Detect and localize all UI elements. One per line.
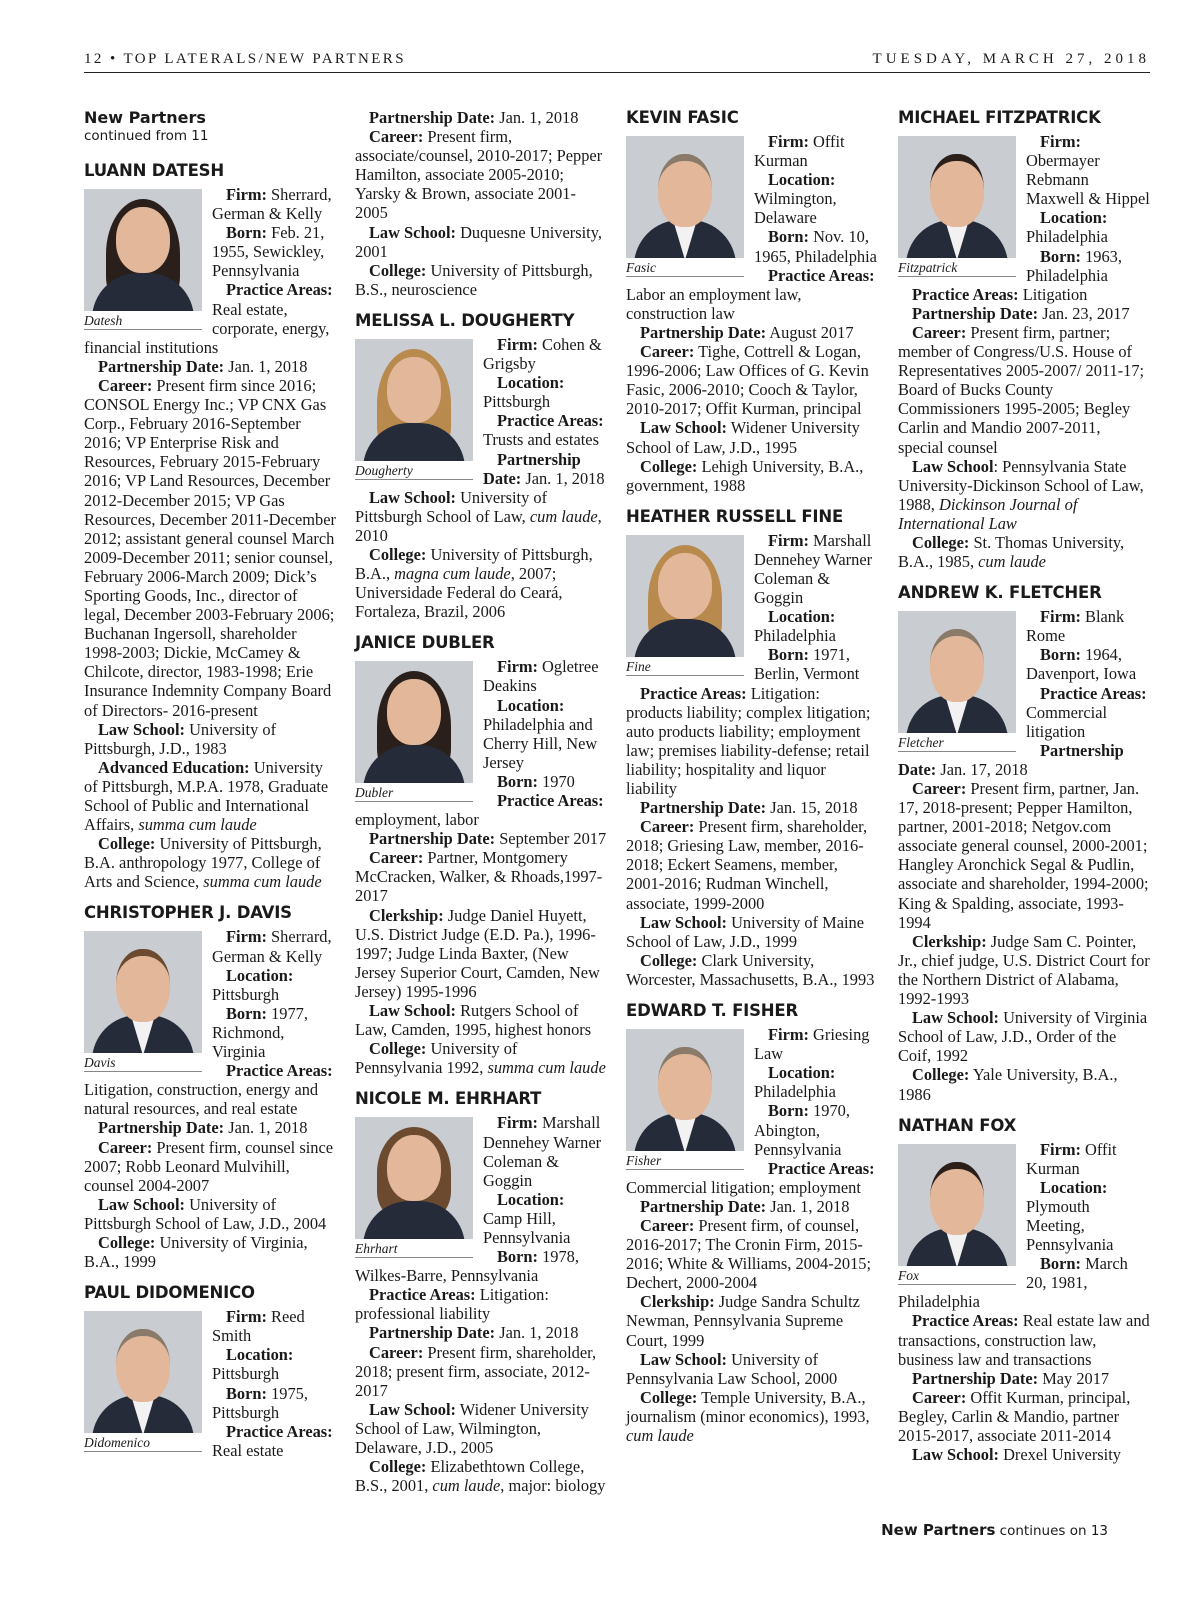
portrait-image [355,1117,473,1239]
photo-caption: Fisher [626,1151,744,1170]
practice-field: Practice Areas: Labor an employment law, construction law [626,265,875,323]
head-shape [116,1329,170,1402]
born-field: Born: 1971, Berlin, Vermont [754,645,860,684]
location-field: Location: Pittsburgh [212,965,294,1004]
career-field: Career: Present firm since 2016; CONSOL Energy Inc.; VP CNX Gas Corp., February 2016-September 2016; VP Enterprise Risk and Resources, February 2015-February 2016; VP Land Resources, December 2012-December 2015; VP Gas Resources, December 2011-December 2012; assistant general counsel March 2009-December 2011; senior counsel, February 2006-March 2009; Dick’s Sporting Goods, Inc., director of legal, December 2003-February 2006; Buchanan Ingersoll, shareholder 1998-2003; Dickie, McCamey & Chilcote, director, 1983-1998; Erie Insurance Indemnity Company Board of Directors- 2016-present [84,375,336,720]
photo-caption: Ehrhart [355,1239,473,1258]
career-field: Career: Tighe, Cottrell & Logan, 1996-2006; Law Offices of G. Kevin Fasic, 2006-2010; Cooch & Taylor, 2010-2017; Offit Kurman, principal [626,342,869,419]
law-school-field: Law School: University of Pittsburgh School of Law, cum laude, 2010 [355,487,602,545]
college-field: College: Elizabethtown College, B.S., 2001, cum laude, major: biology [355,1457,606,1496]
location-field: Location: Philadelphia and Cherry Hill, New Jersey [483,695,598,772]
partner-entry-dougherty [355,311,607,621]
head-shape [387,357,441,423]
partner-name: PAUL DIDOMENICO [84,1283,255,1303]
practice-field: Practice Areas: Real estate [212,1421,333,1460]
photo-caption: Fine [626,657,744,676]
portrait-image [898,136,1016,258]
practice-field: Practice Areas: Real estate law and transactions, construction law, business law and transactions [898,1311,1150,1369]
practice-field: Practice Areas: Litigation [912,284,1088,304]
column-4 [898,108,1150,1476]
career-field: Career: Partner, Montgomery McCracken, Walker, & Rhoads,1997-2017 [355,848,603,906]
clerkship-field: Clerkship: Judge Daniel Huyett, U.S. District Judge (E.D. Pa.), 1996-1997; Judge Linda Baxter, (New Jersey Superior Court, Camden, New Jersey) 1995-1996 [355,905,600,1001]
practice-field: Practice Areas: Litigation: professional liability [355,1285,549,1324]
partner-photo [84,1311,202,1452]
college-field: College: Lehigh University, B.A., government, 1988 [626,456,864,495]
partner-entry-didomenico-continued [355,108,607,299]
college-field: College: Temple University, B.A., journalism (minor economics), 1993, cum laude [626,1387,870,1445]
photo-caption: Fitzpatrick [898,258,1016,277]
header-date: TUESDAY, MARCH 27, 2018 [872,51,1150,67]
head-shape [930,1162,984,1235]
college-field: College: University of Pittsburgh, B.A., magna cum laude, 2007; Universidade Federal do Ceará, Fortaleza, Brazil, 2006 [355,544,593,622]
practice-field: Practice Areas: employment, labor [355,791,604,830]
photo-caption: Dubler [355,783,473,802]
law-school-field: Law School: Rutgers School of Law, Camden, 1995, highest honors [355,1001,592,1040]
partnership-date-field: Partnership Date: Jan. 17, 2018 [898,740,1124,779]
career-field: Career: Present firm, partner; member of Congress/U.S. House of Representatives 2005-2007/ 2011-17; Board of Bucks County Commissioners 1995-2005; Begley Carlin and Mandio 2007-2011, special counsel [898,322,1145,457]
firm-field: Firm: Reed Smith [212,1307,305,1346]
law-school-field: Law School: University of Maine School of Law, J.D., 1999 [626,912,864,951]
partner-entry-davis [84,903,336,1271]
continued-from-note: continued from 11 [84,128,209,144]
photo-caption: Didomenico [84,1433,202,1452]
law-school-field: Law School: Widener University School of Law, Wilmington, Delaware, J.D., 2005 [355,1399,589,1457]
law-school-field: Law School: Widener University School of Law, J.D., 1995 [626,418,860,457]
photo-caption: Fasic [626,258,744,277]
partner-name: KEVIN FASIC [626,108,739,127]
location-field: Location: Plymouth Meeting, Pennsylvania [1026,1177,1114,1255]
law-school-field: Law School: Drexel University [912,1445,1121,1465]
torso-shape [363,1201,465,1239]
photo-caption: Davis [84,1053,202,1072]
career-field: Career: Offit Kurman, principal, Begley, Carlin & Mandio, partner 2015-2017, associate 2011-2014 [898,1387,1131,1445]
head-shape [387,679,441,745]
firm-field: Firm: Sherrard, German & Kelly [212,185,332,224]
career-field: Career: Present firm, associate/counsel, 2010-2017; Pepper Hamilton, associate 2005-2010; Yarsky & Brown, associate 2001-2005 [355,127,603,223]
clerkship-field: Clerkship: Judge Sam C. Pointer, Jr., chief judge, U.S. District Court for the Northern District of Alabama, 1992-1993 [898,931,1150,1009]
career-field: Career: Present firm, of counsel, 2016-2017; The Cronin Firm, 2015-2016; White & Williams, 2004-2015; Dechert, 2000-2004 [626,1215,872,1293]
head-shape [116,949,170,1022]
partner-entry-didomenico [84,1283,336,1460]
partner-photo [898,611,1016,752]
portrait-image [84,931,202,1053]
born-field: Born: 1964, Davenport, Iowa [1026,645,1137,684]
born-field: Born: Feb. 21, 1955, Sewickley, Pennsylvania [212,223,325,281]
firm-field: Firm: Marshall Dennehey Warner Coleman & Goggin [754,530,873,608]
partner-photo [898,136,1016,277]
partner-entry-fletcher [898,583,1150,1103]
column-2 [355,108,607,1507]
partner-photo [355,661,473,802]
partnership-date-field: Partnership Date: August 2017 [640,322,854,342]
law-school-field: Law School: Duquesne University, 2001 [355,222,602,261]
partner-photo [626,136,744,277]
partnership-date-field: Partnership Date: Jan. 1, 2018 [98,1118,308,1138]
law-school-field: Law School: University of Pennsylvania Law School, 2000 [626,1349,838,1388]
location-field: Location: Pittsburgh [212,1345,294,1384]
partnership-date-field: Partnership Date: May 2017 [912,1368,1110,1388]
college-field: College: University of Pennsylvania 1992, summa cum laude [355,1039,606,1078]
firm-field: Firm: Cohen & Grigsby [483,334,602,374]
clerkship-field: Clerkship: Judge Sandra Schultz Newman, Pennsylvania Supreme Court, 1999 [626,1292,860,1350]
born-field: Born: March 20, 1981, Philadelphia [898,1254,1128,1312]
college-field: College: St. Thomas University, B.A., 1985, cum laude [898,532,1125,572]
born-field: Born: 1978, Wilkes-Barre, Pennsylvania [355,1247,579,1286]
partner-name: ANDREW K. FLETCHER [898,583,1102,603]
partner-entry-fasic [626,108,878,495]
law-school-field: Law School: University of Pittsburgh School of Law, J.D., 2004 [84,1194,327,1233]
born-field: Born: 1963, Philadelphia [1026,246,1122,285]
firm-field: Firm: Sherrard, German & Kelly [212,927,332,966]
location-field: Location: Philadelphia [754,607,836,646]
advanced-education-field: Advanced Education: University of Pittsburgh, M.P.A. 1978, Graduate School of Public and International Affairs, summa cum laude [84,757,329,835]
career-field: Career: Present firm, counsel since 2007; Robb Leonard Mulvihill, counsel 2004-2007 [84,1137,334,1195]
born-field: Born: 1970, Abington, Pennsylvania [754,1101,850,1159]
partner-name: EDWARD T. FISHER [626,1001,798,1021]
partnership-date-field: Partnership Date: September 2017 [369,829,607,849]
partnership-date-field: Partnership Date: Jan. 1, 2018 [483,449,605,488]
photo-caption: Fletcher [898,733,1016,752]
head-shape [930,154,984,227]
head-shape [658,553,712,619]
firm-field: Firm: Griesing Law [754,1025,870,1064]
partner-photo [626,1029,744,1170]
college-field: College: University of Pittsburgh, B.A. anthropology 1977, College of Arts and Science, summa cum laude [84,834,322,892]
partnership-date-field: Partnership Date: Jan. 1, 2018 [369,1323,579,1343]
college-field: College: University of Pittsburgh, B.S., neuroscience [355,260,593,299]
partnership-date-field: Partnership Date: Jan. 1, 2018 [640,1196,850,1216]
partner-entry-dubler [355,633,607,1077]
location-field: Location: Pittsburgh [483,373,565,412]
practice-field: Practice Areas: Commercial litigation; employment [626,1158,875,1197]
location-field: Location: Philadelphia [1026,208,1108,247]
portrait-image [355,661,473,783]
partner-entry-fitzpatrick [898,108,1150,571]
career-field: Career: Present firm, shareholder, 2018; present firm, associate, 2012-2017 [355,1342,597,1400]
partner-entry-fisher [626,1001,878,1445]
photo-caption: Datesh [84,311,202,330]
partner-name: HEATHER RUSSELL FINE [626,506,844,526]
portrait-image [626,535,744,657]
partner-photo [84,931,202,1072]
partnership-date-field: Partnership Date: Jan. 1, 2018 [98,356,308,376]
partner-name: CHRISTOPHER J. DAVIS [84,903,292,923]
practice-field: Practice Areas: Litigation: products liability; complex litigation; auto products liability; employment law; premises liability-defense; retail liability; hospitality and liquor liability [626,683,871,798]
career-field: Career: Present firm, shareholder, 2018; Griesing Law, member, 2016-2018; Eckert Seamens, member, 2001-2016; Rudman Winchell, associate, 1999-2000 [626,817,868,913]
college-field: College: University of Virginia, B.A., 1999 [84,1232,308,1272]
practice-field: Practice Areas: Litigation, construction, energy and natural resources, and real estate [84,1061,333,1119]
practice-field: Practice Areas: Trusts and estates [483,411,604,450]
portrait-image [355,339,473,461]
practice-field: Practice Areas: Commercial litigation [1026,683,1147,741]
location-field: Location: Philadelphia [754,1063,836,1102]
partner-photo [898,1144,1016,1285]
partner-photo [84,189,202,330]
law-school-field: Law School: University of Pittsburgh, J.D., 1983 [84,719,277,758]
partnership-date-field: Partnership Date: Jan. 1, 2018 [369,108,579,127]
photo-caption: Dougherty [355,461,473,480]
born-field: Born: Nov. 10, 1965, Philadelphia [754,227,877,266]
column-1 [84,108,336,1472]
born-field: Born: 1977, Richmond, Virginia [212,1003,308,1062]
portrait-image [898,611,1016,733]
born-field: Born: 1975, Pittsburgh [212,1383,308,1422]
firm-field: Firm: Ogletree Deakins [483,657,599,696]
portrait-image [626,1029,744,1151]
header-section-label: 12 • TOP LATERALS/NEW PARTNERS [84,51,406,67]
partnership-date-field: Partnership Date: Jan. 23, 2017 [912,303,1130,323]
partner-name: NICOLE M. EHRHART [355,1089,542,1109]
column-3 [626,108,878,1457]
continues-note: New Partners continues on 13 [881,1521,1108,1539]
head-shape [930,629,984,702]
page-header [84,50,1150,73]
college-field: College: Yale University, B.A., 1986 [898,1065,1118,1104]
partner-entry-datesh [84,161,336,891]
career-field: Career: Present firm, partner, Jan. 17, 2018-present; Pepper Hamilton, partner, 2001-2018; Netgov.com associate general counsel, 2000-2001; Hangley Aronchick Segal & Pudlin, associate and shareholder, 1994-2000; King & Spalding, associate, 1993-1994 [898,779,1149,932]
section-title: New Partners [84,108,206,127]
firm-field: Firm: Marshall Dennehey Warner Coleman & Goggin [483,1113,602,1190]
head-shape [116,207,170,273]
firm-field: Firm: Blank Rome [1026,607,1125,646]
location-field: Location: Wilmington, Delaware [754,170,837,228]
firm-field: Firm: Offit Kurman [1026,1139,1117,1178]
practice-field: Practice Areas: Real estate, corporate, energy, financial institutions [84,280,333,357]
firm-field: Firm: Obermayer Rebmann Maxwell & Hippel [1026,132,1150,209]
partnership-date-field: Partnership Date: Jan. 15, 2018 [640,798,858,818]
portrait-image [898,1144,1016,1266]
portrait-image [84,189,202,311]
college-field: College: Clark University, Worcester, Massachusetts, B.A., 1993 [626,950,875,989]
born-field: Born: 1970 [497,771,575,791]
partner-entry-fine [626,507,878,989]
partner-name: MELISSA L. DOUGHERTY [355,310,575,330]
partner-photo [355,1117,473,1258]
head-shape [658,1047,712,1120]
partner-photo [626,535,744,676]
portrait-image [626,136,744,258]
partner-name: MICHAEL FITZPATRICK [898,108,1101,127]
partner-entry-ehrhart [355,1089,607,1495]
partner-name: LUANN DATESH [84,161,224,180]
law-school-field: Law School: Pennsylvania State University-Dickinson School of Law, 1988, Dickinson Journal of International Law [898,456,1144,533]
head-shape [387,1135,441,1201]
photo-caption: Fox [898,1266,1016,1285]
partner-name: NATHAN FOX [898,1115,1017,1135]
partner-name: JANICE DUBLER [355,633,495,653]
location-field: Location: Camp Hill, Pennsylvania [483,1189,571,1247]
firm-field: Firm: Offit Kurman [754,132,845,171]
portrait-image [84,1311,202,1433]
partner-entry-fox [898,1116,1150,1465]
head-shape [658,154,712,227]
partner-photo [355,339,473,480]
law-school-field: Law School: University of Virginia School of Law, J.D., Order of the Coif, 1992 [898,1008,1148,1066]
